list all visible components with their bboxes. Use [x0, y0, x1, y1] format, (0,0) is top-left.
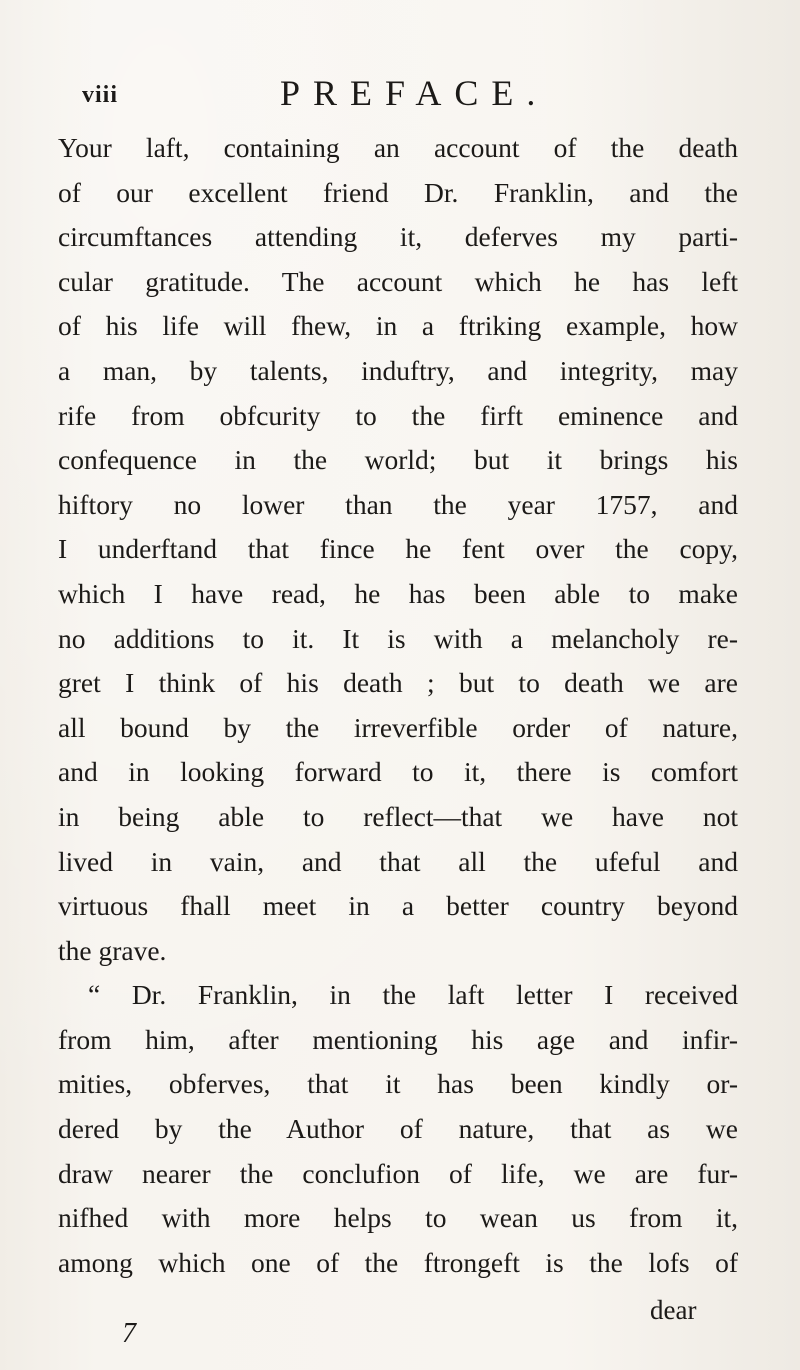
text-line: of his life will fhew, in a ftriking example, how — [58, 310, 738, 342]
text-line: rife from obfcurity to the firft eminence and — [58, 399, 738, 431]
running-head: PREFACE. — [280, 73, 549, 113]
text-line: hiftory no lower than the year 1757, and — [58, 488, 738, 520]
page-header — [82, 68, 722, 118]
text-line: the grave. — [58, 934, 167, 966]
signature-mark: 7 — [122, 1318, 136, 1349]
body-text — [58, 126, 738, 1285]
text-line: Your laft, containing an account of the death — [58, 132, 738, 163]
text-line: circumftances attending it, deferves my parti- — [58, 221, 738, 253]
text-line: cular gratitude. The account which he has left — [58, 265, 738, 297]
text-line: I underftand that fince he fent over the copy, — [58, 533, 738, 565]
text-line: mities, obferves, that it has been kindly or- — [58, 1068, 738, 1100]
text-line: in being able to reflect—that we have not — [58, 800, 738, 832]
text-line: lived in vain, and that all the ufeful and — [58, 845, 738, 877]
text-line: among which one of the ftrongeft is the lofs of — [58, 1246, 738, 1278]
text-line: virtuous fhall meet in a better country beyond — [58, 890, 738, 922]
text-line: dered by the Author of nature, that as we — [58, 1113, 738, 1145]
text-line: gret I think of his death ; but to death we are — [58, 667, 738, 699]
catchword: dear — [650, 1295, 697, 1325]
page-number: viii — [82, 82, 119, 108]
text-line: which I have read, he has been able to make — [58, 577, 738, 609]
text-line: nifhed with more helps to wean us from it, — [58, 1202, 738, 1234]
text-line: no additions to it. It is with a melancholy re- — [58, 622, 738, 654]
text-line: from him, after mentioning his age and infir- — [58, 1023, 738, 1055]
text-line: confequence in the world; but it brings his — [58, 444, 738, 476]
text-line: and in looking forward to it, there is comfort — [58, 756, 738, 788]
text-line: a man, by talents, induftry, and integrity, may — [58, 354, 738, 386]
text-line: draw nearer the conclufion of life, we are fur- — [58, 1157, 738, 1189]
text-line: all bound by the irreverfible order of nature, — [58, 711, 738, 743]
text-line: of our excellent friend Dr. Franklin, and the — [58, 176, 738, 208]
text-line: “ Dr. Franklin, in the laft letter I received — [88, 979, 738, 1011]
